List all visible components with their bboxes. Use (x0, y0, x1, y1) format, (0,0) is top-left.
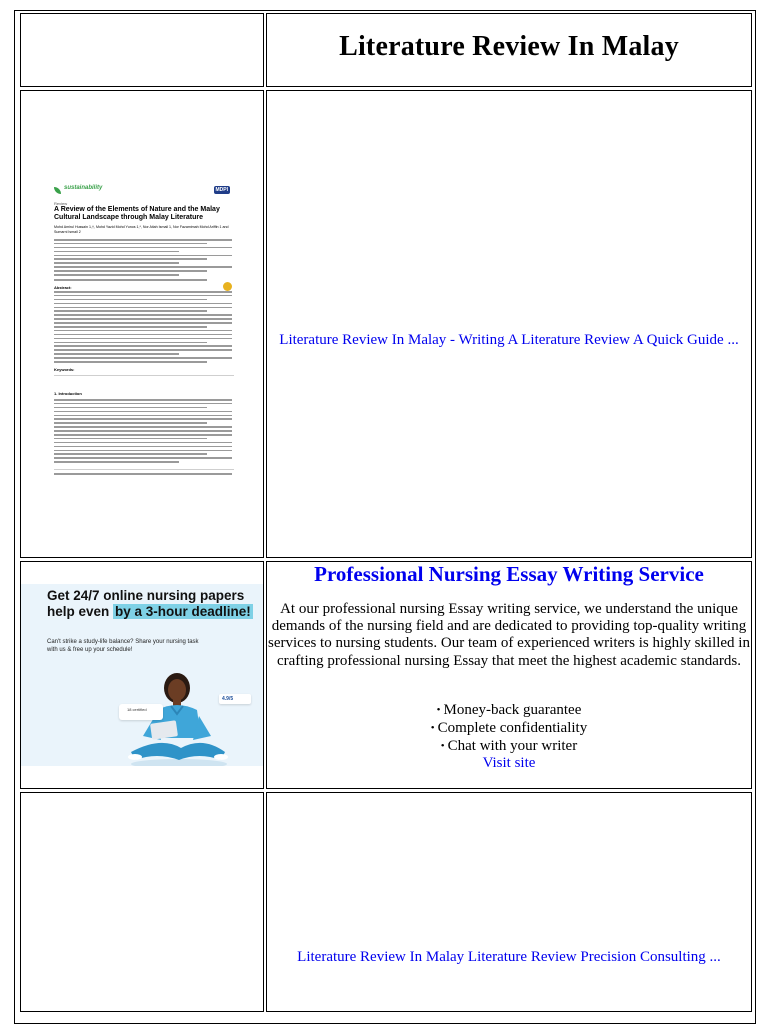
received-lines (54, 279, 232, 283)
visit-site-link[interactable]: Visit site (482, 755, 536, 771)
abstract-label: Abstract: (54, 285, 72, 290)
nursing-ad-banner[interactable] (21, 584, 263, 766)
footer-divider (54, 469, 234, 470)
paper-header (54, 185, 234, 199)
footer-line (54, 473, 232, 477)
section-divider (54, 375, 234, 376)
feature-item: • Chat with your writer (267, 738, 751, 756)
paper-title: A Review of the Elements of Nature and the Malay Cultural Landscape through Malay Literature (54, 206, 220, 221)
paper-thumbnail-cell (20, 90, 264, 558)
feature-item: • Complete confidentiality (267, 720, 751, 738)
certified-writers-card: 18 certified (119, 704, 163, 720)
empty-image-cell (20, 792, 264, 1012)
ad-subtext: Can't strike a study-life balance? Share your nursing task with us & free up your schedule! (47, 639, 199, 653)
paper-authors: Mohd Amirul Hussain 1,†, Mohd Yazid Mohd Yunos 1,*, Nor Atiah Ismail 1, Nor Fazamimah Mohd Ariffin 1 and Sumarni Ismail 2 (54, 225, 229, 234)
keywords-label: Keywords: (54, 367, 75, 372)
ad-headline: Get 24/7 online nursing papers help even by a 3-hour deadline! (47, 588, 251, 619)
service-title: Professional Nursing Essay Writing Service (314, 562, 704, 586)
abstract-lines (54, 291, 232, 365)
ad-image-cell (20, 561, 264, 789)
feature-list (267, 702, 751, 756)
service-description: At our professional nursing Essay writing service, we understand the unique demands of the nursing field and are dedicated to providing top-quality writing services to nursing students. Our team of experienced writers is highly skilled in crafting professional nursing Essay that meet the highest academic standards. (268, 601, 750, 669)
header-title-cell (266, 13, 752, 87)
header-left-cell (20, 13, 264, 87)
publisher-logo: MDPI (215, 187, 228, 193)
paper-thumbnail[interactable] (50, 181, 238, 479)
link-cell-2 (266, 792, 752, 1012)
rating-card: 4.9/5 (219, 694, 251, 704)
introduction-lines (54, 399, 232, 465)
article-type: Review (54, 201, 68, 206)
page-title: Literature Review In Malay (339, 31, 679, 62)
feature-item: • Money-back guarantee (267, 702, 751, 720)
ad-headline-highlight: by a 3-hour deadline! (115, 604, 251, 619)
journal-name: sustainability (64, 185, 103, 191)
literature-review-link-2[interactable]: Literature Review In Malay Literature Review Precision Consulting ... (297, 949, 721, 965)
affiliation-lines (54, 239, 232, 278)
journal-leaf-icon (54, 187, 61, 194)
literature-review-link-1[interactable]: Literature Review In Malay - Writing A Literature Review A Quick Guide ... (279, 332, 739, 348)
link-cell-1 (266, 90, 752, 558)
introduction-heading: 1. Introduction (54, 391, 82, 396)
open-access-badge-icon (223, 282, 232, 291)
nursing-service-cell (266, 561, 752, 789)
